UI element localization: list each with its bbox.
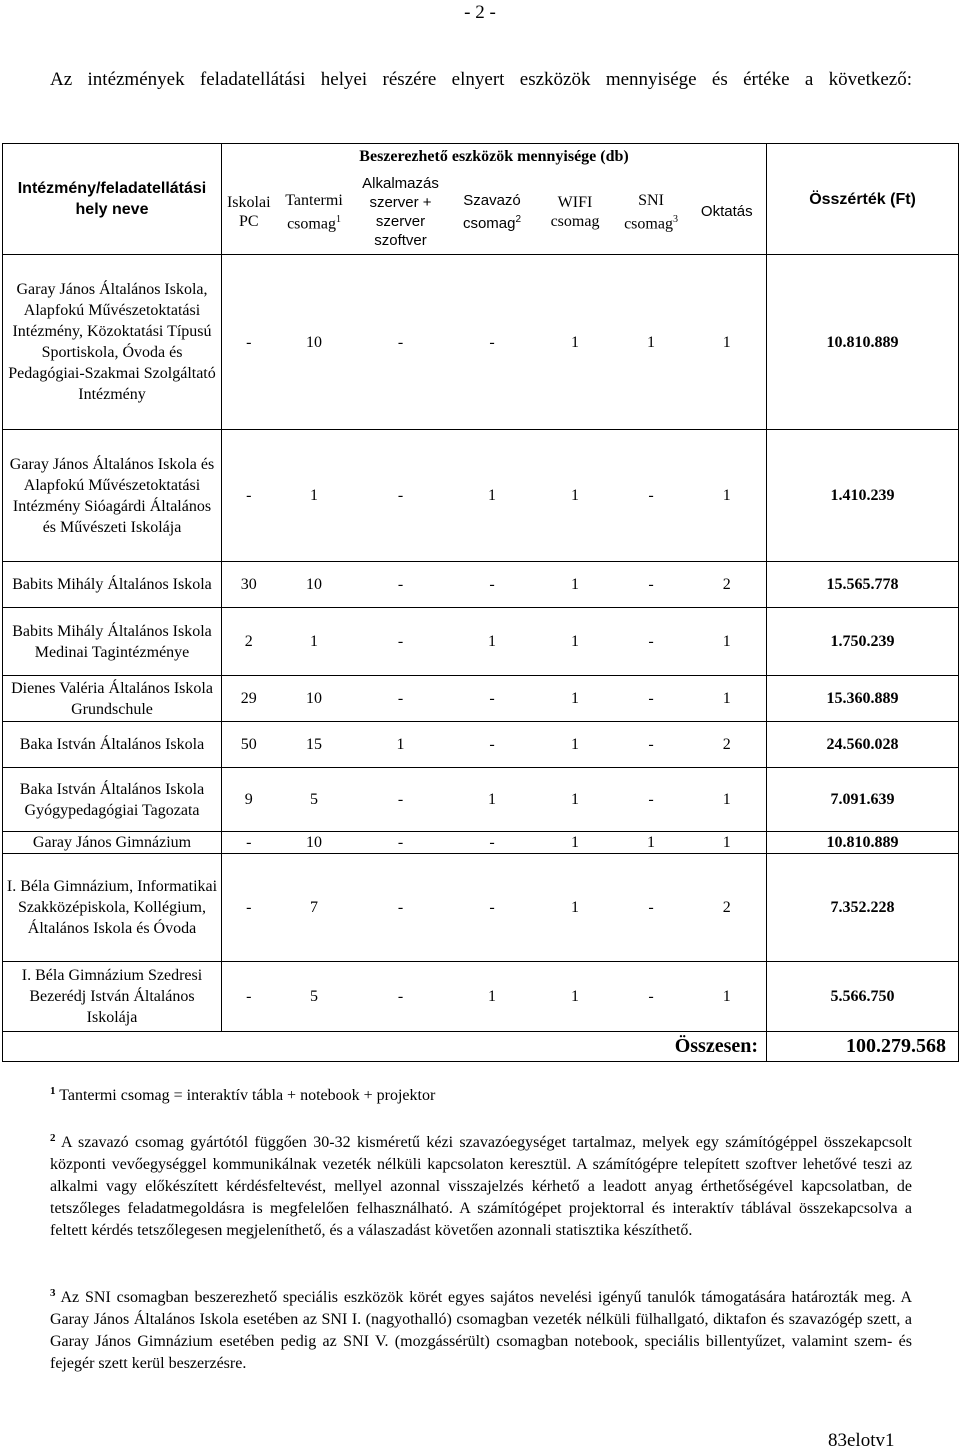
table-row xyxy=(3,608,959,676)
cell-wifi: 1 xyxy=(536,768,615,832)
cell-sni: 1 xyxy=(615,832,688,854)
cell-szavazo: - xyxy=(449,854,536,962)
table-row xyxy=(3,676,959,722)
cell-oktatas: 1 xyxy=(688,962,767,1032)
cell-pc: 29 xyxy=(222,676,276,722)
equipment-table xyxy=(2,143,959,1062)
cell-oktatas: 2 xyxy=(688,854,767,962)
sum-label: Összesen: xyxy=(3,1032,767,1062)
cell-server: - xyxy=(353,430,449,562)
cell-pc: 9 xyxy=(222,768,276,832)
cell-sni: 1 xyxy=(615,255,688,430)
intro-paragraph: Az intézmények feladatellátási helyei részére elnyert eszközök mennyisége és értéke a következő: xyxy=(50,69,912,90)
cell-tantermi: 15 xyxy=(276,722,353,768)
cell-wifi: 1 xyxy=(536,854,615,962)
cell-oktatas: 1 xyxy=(688,832,767,854)
institution-name: Garay János Általános Iskola és Alapfokú Művészetoktatási Intézmény Sióagárdi Általános és Művészeti Iskolája xyxy=(3,430,222,562)
cell-total: 15.565.778 xyxy=(767,562,959,608)
footnote-2: $^2$ A szavazó csomag gyártótól függően 30-32 kisméretű kézi szavazóegységet tartalmaz, melyek egy számítógéppel összekapcsolt központi vevőegységgel kommunikálnak vezeték nélküli kapcsolaton keresztül. A számítógépre telepített szoftver lehetővé teszi az alkalmi vagy előkészített kérdésfeltevést, mellyel azonnal visszajelzés kérhető a leadott anyag érthetőségével kapcsolatban, de tetszőleges feladatmegoldásra is megfelelően felhasználható. A számítógépet projektorral és interaktív táblával összekapcsolva a feltett kérdés tetszőlegesen megjeleníthető, és a válaszadást követően azonnali statisztika készíthető. xyxy=(50,1132,913,1239)
table-row xyxy=(3,722,959,768)
header-total: Összérték (Ft) xyxy=(767,144,959,255)
cell-oktatas: 2 xyxy=(688,722,767,768)
cell-total: 15.360.889 xyxy=(767,676,959,722)
footnote-1: $^1$ Tantermi csomag = interaktív tábla + notebook + projektor xyxy=(50,1085,436,1104)
institution-name: I. Béla Gimnázium, Informatikai Szakközépiskola, Kollégium, Általános Iskola és Óvoda xyxy=(3,854,222,962)
cell-szavazo: - xyxy=(449,832,536,854)
cell-tantermi: 7 xyxy=(276,854,353,962)
cell-szavazo: 1 xyxy=(449,962,536,1032)
cell-wifi: 1 xyxy=(536,430,615,562)
cell-total: 7.352.228 xyxy=(767,854,959,962)
institution-name: I. Béla Gimnázium Szedresi Bezerédj István Általános Iskolája xyxy=(3,962,222,1032)
table-row xyxy=(3,962,959,1032)
cell-tantermi: 10 xyxy=(276,676,353,722)
cell-szavazo: 1 xyxy=(449,768,536,832)
header-sni: SNI csomag$^3$ xyxy=(615,170,688,255)
cell-szavazo: - xyxy=(449,255,536,430)
header-tantermi: Tantermi csomag$^1$ xyxy=(276,170,353,255)
header-iskolai-pc: Iskolai PC xyxy=(222,170,276,255)
cell-sni: - xyxy=(615,962,688,1032)
cell-szavazo: 1 xyxy=(449,608,536,676)
institution-name: Baka István Általános Iskola Gyógypedagógiai Tagozata xyxy=(3,768,222,832)
cell-wifi: 1 xyxy=(536,608,615,676)
cell-sni: - xyxy=(615,722,688,768)
cell-sni: - xyxy=(615,768,688,832)
header-wifi: WIFI csomag xyxy=(536,170,615,255)
cell-tantermi: 10 xyxy=(276,832,353,854)
cell-wifi: 1 xyxy=(536,562,615,608)
cell-wifi: 1 xyxy=(536,676,615,722)
institution-name: Garay János Általános Iskola, Alapfokú Művészetoktatási Intézmény, Közoktatási Típusú Sportiskola, Óvoda és Pedagógiai-Szakmai Szolgáltató Intézmény xyxy=(3,255,222,430)
cell-tantermi: 5 xyxy=(276,962,353,1032)
institution-name: Garay János Gimnázium xyxy=(3,832,222,854)
cell-szavazo: - xyxy=(449,562,536,608)
cell-server: - xyxy=(353,854,449,962)
cell-total: 10.810.889 xyxy=(767,255,959,430)
header-oktatas: Oktatás xyxy=(688,170,767,255)
footnote-3: $^3$ Az SNI csomagban beszerezhető speciális eszközök körét egyes sajátos nevelési igényű tanulók támogatására határozták meg. A Garay János Általános Iskola esetében az SNI I. (nagyothalló) csomagban vezeték nélküli fülhallgató, diktafon és szavazógép szett, a Garay János Gimnázium esetében pedig az SNI V. (mozgássérült) csomagban notebook, speciális billentyűzet, valamint szem- és fejegér szett kerül beszerzésre. xyxy=(50,1287,913,1372)
table-row xyxy=(3,832,959,854)
institution-name: Babits Mihály Általános Iskola Medinai Tagintézménye xyxy=(3,608,222,676)
cell-tantermi: 1 xyxy=(276,430,353,562)
page-number: - 2 - xyxy=(464,2,496,23)
footer-code: 83elotv1 xyxy=(828,1430,895,1451)
cell-sni: - xyxy=(615,854,688,962)
institution-name: Dienes Valéria Általános Iskola Grundschule xyxy=(3,676,222,722)
cell-wifi: 1 xyxy=(536,722,615,768)
cell-oktatas: 1 xyxy=(688,608,767,676)
cell-server: - xyxy=(353,608,449,676)
cell-tantermi: 5 xyxy=(276,768,353,832)
cell-server: - xyxy=(353,962,449,1032)
cell-wifi: 1 xyxy=(536,832,615,854)
cell-pc: 30 xyxy=(222,562,276,608)
cell-server: - xyxy=(353,832,449,854)
cell-pc: - xyxy=(222,854,276,962)
cell-szavazo: - xyxy=(449,676,536,722)
cell-wifi: 1 xyxy=(536,255,615,430)
cell-total: 10.810.889 xyxy=(767,832,959,854)
cell-tantermi: 10 xyxy=(276,562,353,608)
cell-oktatas: 1 xyxy=(688,676,767,722)
institution-name: Babits Mihály Általános Iskola xyxy=(3,562,222,608)
header-server: Alkalmazás szerver + szerver szoftver xyxy=(353,170,449,255)
cell-sni: - xyxy=(615,430,688,562)
cell-tantermi: 10 xyxy=(276,255,353,430)
cell-total: 7.091.639 xyxy=(767,768,959,832)
cell-server: - xyxy=(353,676,449,722)
table-row xyxy=(3,854,959,962)
sum-value: 100.279.568 xyxy=(767,1032,959,1062)
cell-sni: - xyxy=(615,562,688,608)
cell-szavazo: - xyxy=(449,722,536,768)
header-group: Beszerezhető eszközök mennyisége (db) xyxy=(222,144,767,170)
cell-pc: - xyxy=(222,962,276,1032)
cell-oktatas: 2 xyxy=(688,562,767,608)
cell-pc: 2 xyxy=(222,608,276,676)
cell-sni: - xyxy=(615,676,688,722)
cell-server: 1 xyxy=(353,722,449,768)
cell-total: 24.560.028 xyxy=(767,722,959,768)
cell-oktatas: 1 xyxy=(688,768,767,832)
cell-pc: 50 xyxy=(222,722,276,768)
cell-server: - xyxy=(353,562,449,608)
cell-total: 1.750.239 xyxy=(767,608,959,676)
cell-total: 1.410.239 xyxy=(767,430,959,562)
table-row xyxy=(3,430,959,562)
table-row xyxy=(3,255,959,430)
cell-pc: - xyxy=(222,832,276,854)
header-institution: Intézmény/feladatellátási hely neve xyxy=(3,144,222,255)
cell-tantermi: 1 xyxy=(276,608,353,676)
cell-oktatas: 1 xyxy=(688,255,767,430)
cell-total: 5.566.750 xyxy=(767,962,959,1032)
cell-pc: - xyxy=(222,255,276,430)
table-row xyxy=(3,562,959,608)
cell-pc: - xyxy=(222,430,276,562)
header-szavazo: Szavazó csomag$^2$ xyxy=(449,170,536,255)
institution-name: Baka István Általános Iskola xyxy=(3,722,222,768)
cell-szavazo: 1 xyxy=(449,430,536,562)
cell-sni: - xyxy=(615,608,688,676)
cell-oktatas: 1 xyxy=(688,430,767,562)
cell-server: - xyxy=(353,255,449,430)
table-row xyxy=(3,768,959,832)
cell-server: - xyxy=(353,768,449,832)
cell-wifi: 1 xyxy=(536,962,615,1032)
